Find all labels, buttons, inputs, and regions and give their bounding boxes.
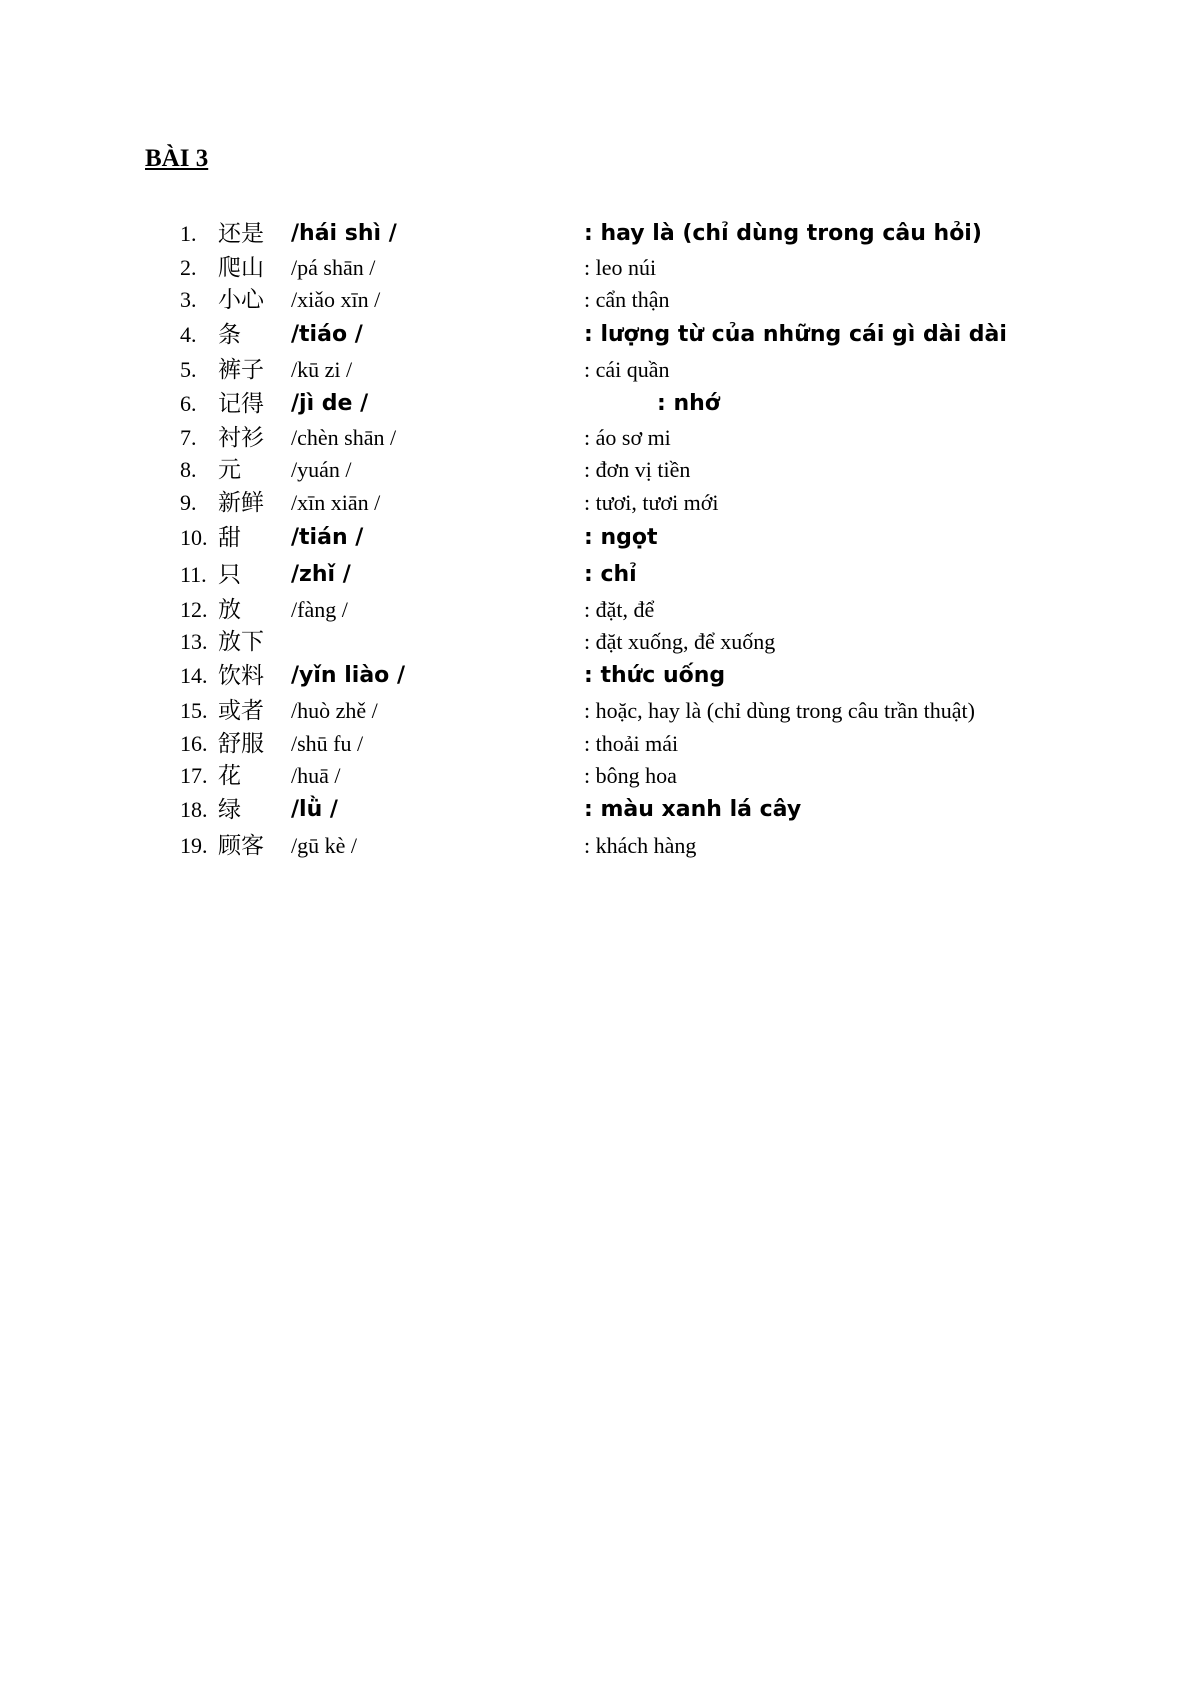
vocab-row xyxy=(0,558,1200,592)
vietnamese-meaning: : đơn vị tiền xyxy=(584,457,691,482)
vocab-row xyxy=(0,353,1200,387)
vietnamese-meaning: : cái quần xyxy=(584,357,670,382)
chinese-word: 或者 xyxy=(218,698,264,724)
item-number: 2. xyxy=(180,255,197,280)
vietnamese-meaning: : thoải mái xyxy=(584,731,679,756)
chinese-word: 放下 xyxy=(218,629,264,655)
chinese-word: 花 xyxy=(218,763,241,789)
pinyin: /kū zi / xyxy=(291,357,353,382)
vietnamese-meaning: : leo núi xyxy=(584,255,657,280)
vocab-row xyxy=(0,453,1200,487)
item-number: 15. xyxy=(180,698,208,723)
vocab-row xyxy=(0,251,1200,285)
vocab-row xyxy=(0,593,1200,627)
item-number: 14. xyxy=(180,663,208,688)
vietnamese-meaning: : hoặc, hay là (chỉ dùng trong câu trần thuật) xyxy=(584,698,975,723)
chinese-word: 饮料 xyxy=(218,663,264,689)
pinyin: /tiáo / xyxy=(291,322,363,347)
vocab-row xyxy=(0,283,1200,317)
chinese-word: 绿 xyxy=(218,797,241,823)
item-number: 19. xyxy=(180,833,208,858)
vietnamese-meaning: : áo sơ mi xyxy=(584,425,671,450)
chinese-word: 甜 xyxy=(218,525,241,551)
vocab-row xyxy=(0,318,1200,352)
vocab-row xyxy=(0,659,1200,693)
vietnamese-meaning: : nhớ xyxy=(657,391,720,416)
item-number: 17. xyxy=(180,763,208,788)
vocab-row xyxy=(0,387,1200,421)
page-title: BÀI 3 xyxy=(145,145,209,172)
vietnamese-meaning: : bông hoa xyxy=(584,763,677,788)
item-number: 13. xyxy=(180,629,208,654)
item-number: 3. xyxy=(180,287,197,312)
vocab-row xyxy=(0,421,1200,455)
pinyin: /xīn xiān / xyxy=(291,490,381,515)
pinyin: /xiǎo xīn / xyxy=(291,287,381,312)
vietnamese-meaning: : thức uống xyxy=(584,663,726,688)
chinese-word: 只 xyxy=(218,562,241,588)
pinyin: /tián / xyxy=(291,525,364,550)
chinese-word: 放 xyxy=(218,597,241,623)
vietnamese-meaning: : cẩn thận xyxy=(584,287,670,312)
vietnamese-meaning: : lượng từ của những cái gì dài dài xyxy=(584,322,1007,347)
pinyin: /huò zhě / xyxy=(291,698,378,723)
item-number: 7. xyxy=(180,425,197,450)
chinese-word: 条 xyxy=(218,322,241,348)
pinyin: /gū kè / xyxy=(291,833,357,858)
item-number: 6. xyxy=(180,391,197,416)
vocab-row xyxy=(0,793,1200,827)
vocab-row xyxy=(0,694,1200,728)
vietnamese-meaning: : khách hàng xyxy=(584,833,697,858)
vietnamese-meaning: : đặt xuống, để xuống xyxy=(584,629,776,654)
chinese-word: 爬山 xyxy=(218,255,264,281)
item-number: 12. xyxy=(180,597,208,622)
vocab-row xyxy=(0,829,1200,863)
vietnamese-meaning: : chỉ xyxy=(584,562,637,587)
pinyin: /shū fu / xyxy=(291,731,364,756)
pinyin: /hái shì / xyxy=(291,221,397,246)
item-number: 10. xyxy=(180,525,208,550)
item-number: 8. xyxy=(180,457,197,482)
vietnamese-meaning: : ngọt xyxy=(584,525,658,550)
pinyin: /yǐn liào / xyxy=(291,663,405,688)
chinese-word: 裤子 xyxy=(218,357,264,383)
vocab-row xyxy=(0,217,1200,251)
vocab-row xyxy=(0,521,1200,555)
pinyin: /zhǐ / xyxy=(291,562,351,587)
pinyin: /jì de / xyxy=(291,391,369,416)
chinese-word: 衬衫 xyxy=(218,425,264,451)
pinyin: /huā / xyxy=(291,763,341,788)
chinese-word: 小心 xyxy=(218,287,264,313)
item-number: 16. xyxy=(180,731,208,756)
item-number: 1. xyxy=(180,221,197,246)
chinese-word: 舒服 xyxy=(218,731,264,757)
item-number: 5. xyxy=(180,357,197,382)
chinese-word: 顾客 xyxy=(218,833,264,859)
vietnamese-meaning: : đặt, để xyxy=(584,597,655,622)
pinyin: /fàng / xyxy=(291,597,348,622)
chinese-word: 元 xyxy=(218,457,241,483)
item-number: 18. xyxy=(180,797,208,822)
pinyin: /lǜ / xyxy=(291,797,338,822)
pinyin: /pá shān / xyxy=(291,255,376,280)
vocab-row xyxy=(0,486,1200,520)
item-number: 11. xyxy=(180,562,207,587)
vietnamese-meaning: : màu xanh lá cây xyxy=(584,797,802,822)
pinyin: /yuán / xyxy=(291,457,352,482)
chinese-word: 新鲜 xyxy=(218,490,264,516)
vietnamese-meaning: : hay là (chỉ dùng trong câu hỏi) xyxy=(584,221,982,246)
item-number: 4. xyxy=(180,322,197,347)
vocab-row xyxy=(0,625,1200,659)
vocab-row xyxy=(0,727,1200,761)
vietnamese-meaning: : tươi, tươi mới xyxy=(584,490,719,515)
chinese-word: 记得 xyxy=(218,391,264,417)
vocab-row xyxy=(0,759,1200,793)
chinese-word: 还是 xyxy=(218,221,264,247)
item-number: 9. xyxy=(180,490,197,515)
pinyin: /chèn shān / xyxy=(291,425,397,450)
